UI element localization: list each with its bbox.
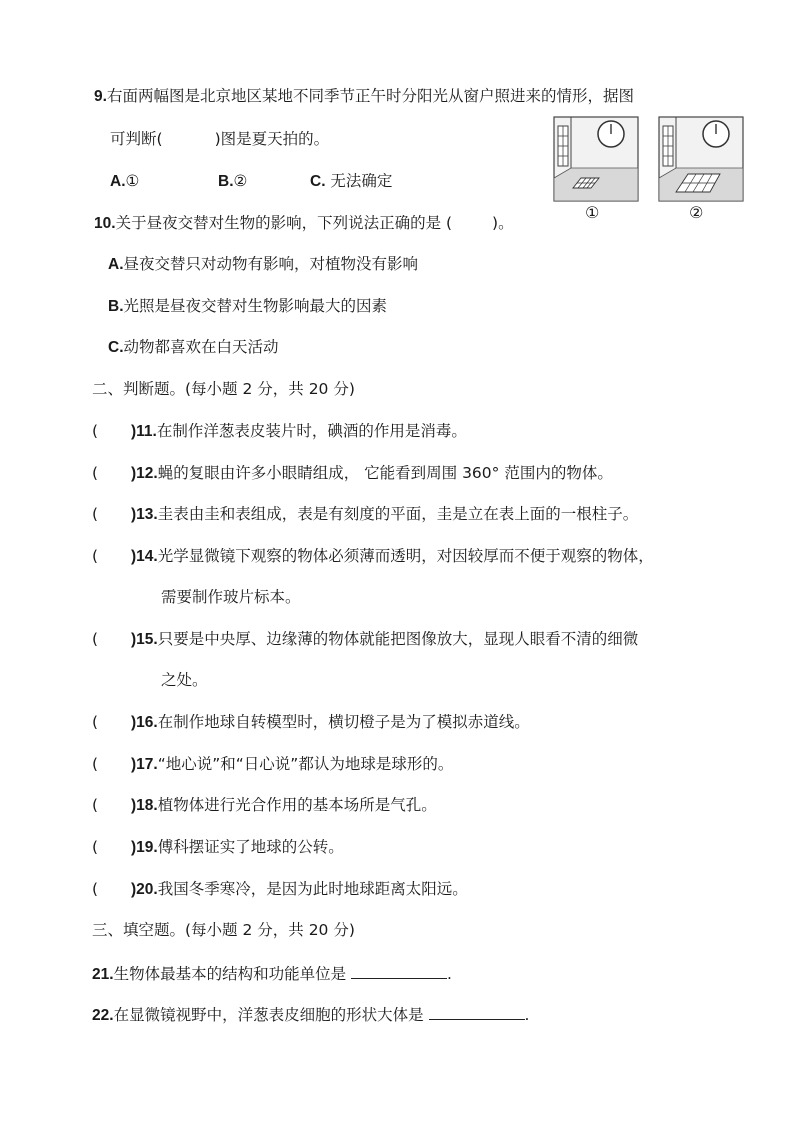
fill-text: 在显微镜视野中，洋葱表皮细胞的形状大体是 xyxy=(113,1006,429,1024)
q9-option-b-letter: B. xyxy=(218,173,234,190)
q10-stem-part-a: 关于昼夜交替对生物的影响，下列说法正确的是 ( xyxy=(115,214,453,232)
judge-14-continuation: 需要制作玻片标本。 xyxy=(161,588,301,606)
section-2-title: 二、判断题。(每小题 2 分，共 20 分) xyxy=(92,380,355,398)
judge-15-line xyxy=(131,629,638,650)
judge-number: )17. xyxy=(131,756,158,773)
q9-number: 9. xyxy=(94,88,107,105)
judge-answer-paren[interactable]: ( xyxy=(92,713,99,731)
q10-stem xyxy=(94,213,514,234)
q9-stem-line2 xyxy=(110,129,329,149)
judge-text: 傅科摆证实了地球的公转。 xyxy=(157,838,344,856)
q9-figure-2-label: ② xyxy=(689,203,704,222)
q10-option-b[interactable] xyxy=(108,296,387,317)
judge-number: )15. xyxy=(131,631,158,648)
judge-14-line xyxy=(131,546,654,567)
judge-16-line xyxy=(131,712,530,733)
judge-number: )14. xyxy=(131,548,158,565)
fill-answer-blank[interactable] xyxy=(429,1003,525,1020)
judge-17-line xyxy=(131,754,453,775)
fill-end-mark: . xyxy=(447,965,452,983)
judge-text: 植物体进行光合作用的基本场所是气孔。 xyxy=(157,796,437,814)
q9-option-a[interactable] xyxy=(110,171,139,192)
q9-option-b[interactable] xyxy=(218,171,247,192)
q9-stem-part-b: )图是夏天拍的。 xyxy=(214,130,330,148)
judge-text: 在制作洋葱表皮装片时，碘酒的作用是消毒。 xyxy=(156,422,467,440)
judge-answer-paren[interactable]: ( xyxy=(92,464,99,482)
q9-option-a-text: ① xyxy=(125,172,140,190)
q10-option-c[interactable] xyxy=(108,337,279,358)
judge-19-line xyxy=(131,837,344,858)
q9-figure-2 xyxy=(658,116,744,202)
judge-number: )11. xyxy=(131,423,157,440)
q10-option-a[interactable] xyxy=(108,254,418,275)
q10-number: 10. xyxy=(94,215,116,232)
fill-item-21 xyxy=(92,962,452,985)
q9-stem-line1 xyxy=(94,86,634,107)
q9-figure-1-label: ① xyxy=(585,203,600,222)
judge-answer-paren[interactable]: ( xyxy=(92,630,99,648)
fill-text: 生物体最基本的结构和功能单位是 xyxy=(113,965,351,983)
q10-option-b-letter: B. xyxy=(108,298,124,315)
judge-number: )19. xyxy=(131,839,158,856)
q10-option-c-letter: C. xyxy=(108,339,124,356)
judge-answer-paren[interactable]: ( xyxy=(92,796,99,814)
judge-text: 在制作地球自转模型时，横切橙子是为了模拟赤道线。 xyxy=(157,713,530,731)
q10-option-a-letter: A. xyxy=(108,256,124,273)
judge-text: 我国冬季寒冷，是因为此时地球距离太阳远。 xyxy=(157,880,468,898)
q10-option-c-text: 动物都喜欢在白天活动 xyxy=(123,338,279,356)
judge-number: )18. xyxy=(131,797,158,814)
q10-stem-part-b: )。 xyxy=(492,214,514,232)
q9-option-b-text: ② xyxy=(233,172,248,190)
q10-option-a-text: 昼夜交替只对动物有影响，对植物没有影响 xyxy=(123,255,419,273)
q10-option-b-text: 光照是昼夜交替对生物影响最大的因素 xyxy=(123,297,388,315)
judge-text: 光学显微镜下观察的物体必须薄而透明，对因较厚而不便于观察的物体， xyxy=(157,547,654,565)
judge-number: )16. xyxy=(131,714,158,731)
q9-stem-part-a: 可判断( xyxy=(110,130,163,148)
judge-text: 只要是中央厚、边缘薄的物体就能把图像放大，显现人眼看不清的细微 xyxy=(157,630,639,648)
judge-12-line xyxy=(131,463,613,484)
judge-answer-paren[interactable]: ( xyxy=(92,880,99,898)
judge-answer-paren[interactable]: ( xyxy=(92,505,99,523)
judge-20-line xyxy=(131,879,468,900)
judge-13-line xyxy=(131,504,638,525)
judge-answer-paren[interactable]: ( xyxy=(92,422,99,440)
q9-option-a-letter: A. xyxy=(110,173,126,190)
judge-number: )12. xyxy=(131,465,158,482)
q9-option-c-text: 无法确定 xyxy=(325,172,393,190)
q9-option-c[interactable] xyxy=(310,171,392,192)
judge-number: )20. xyxy=(131,881,158,898)
fill-item-22 xyxy=(92,1003,529,1026)
fill-answer-blank[interactable] xyxy=(351,962,447,979)
q9-figure-1 xyxy=(553,116,639,202)
judge-answer-paren[interactable]: ( xyxy=(92,547,99,565)
judge-text: 圭表由圭和表组成，表是有刻度的平面，圭是立在表上面的一根柱子。 xyxy=(157,505,639,523)
judge-text: “地心说”和“日心说”都认为地球是球形的。 xyxy=(157,755,454,773)
judge-number: )13. xyxy=(131,506,158,523)
fill-number: 22. xyxy=(92,1007,114,1024)
judge-answer-paren[interactable]: ( xyxy=(92,838,99,856)
judge-text: 蝇的复眼由许多小眼睛组成， 它能看到周围 360° 范围内的物体。 xyxy=(157,464,613,482)
q9-stem-text: 右面两幅图是北京地区某地不同季节正午时分阳光从窗户照进来的情形，据图 xyxy=(106,87,634,105)
section-3-title: 三、填空题。(每小题 2 分，共 20 分) xyxy=(92,921,355,939)
judge-18-line xyxy=(131,795,437,816)
judge-answer-paren[interactable]: ( xyxy=(92,755,99,773)
judge-15-continuation: 之处。 xyxy=(161,671,208,689)
judge-11-line xyxy=(131,421,467,442)
q9-option-c-letter: C. xyxy=(310,173,326,190)
fill-end-mark: . xyxy=(524,1006,530,1024)
fill-number: 21. xyxy=(92,966,114,983)
